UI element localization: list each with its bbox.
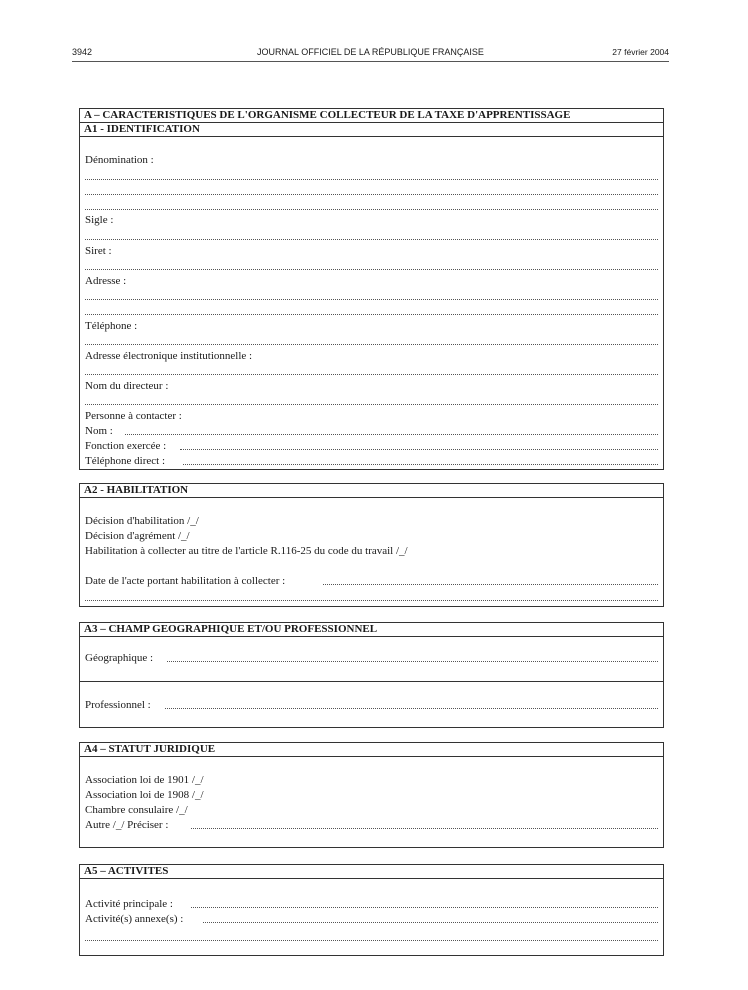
- section-a1-title: A1 - IDENTIFICATION: [80, 123, 663, 137]
- denomination-line-3[interactable]: [85, 209, 658, 210]
- page-header: [72, 47, 669, 62]
- directeur-label: Nom du directeur :: [85, 380, 169, 392]
- section-a4-title: A4 – STATUT JURIDIQUE: [80, 743, 663, 757]
- activite-principale-label: Activité principale :: [85, 898, 173, 910]
- activite-principale-line[interactable]: [191, 907, 658, 908]
- professionnel-label: Professionnel :: [85, 699, 151, 711]
- adresse-line-2[interactable]: [85, 314, 658, 315]
- professionnel-row: [85, 698, 658, 712]
- adresse-line-1[interactable]: [85, 299, 658, 300]
- activites-annexes-label: Activité(s) annexe(s) :: [85, 913, 184, 925]
- section-a2-box: [79, 483, 664, 607]
- professionnel-line[interactable]: [165, 708, 658, 709]
- geographique-label: Géographique :: [85, 652, 154, 664]
- decision-habilitation-option[interactable]: Décision d'habilitation /_/: [85, 515, 199, 527]
- telephone-line[interactable]: [85, 344, 658, 345]
- contact-fonction-label: Fonction exercée :: [85, 440, 167, 452]
- adresse-label: Adresse :: [85, 275, 127, 287]
- date-acte-label: Date de l'acte portant habilitation à collecter :: [85, 575, 286, 587]
- siret-label: Siret :: [85, 245, 112, 257]
- denomination-line-2[interactable]: [85, 194, 658, 195]
- sigle-line[interactable]: [85, 239, 658, 240]
- telephone-label: Téléphone :: [85, 320, 138, 332]
- siret-line[interactable]: [85, 269, 658, 270]
- a3-separator: [80, 681, 663, 682]
- contact-nom-line[interactable]: [125, 434, 658, 435]
- activites-annexes-row: [85, 912, 658, 926]
- chambre-consulaire-option[interactable]: Chambre consulaire /_/: [85, 804, 188, 816]
- denomination-line-1[interactable]: [85, 179, 658, 180]
- geographique-row: [85, 651, 658, 665]
- activite-principale-row: [85, 897, 658, 911]
- section-a3-box: [79, 622, 664, 728]
- activites-annexes-line[interactable]: [203, 922, 658, 923]
- sigle-label: Sigle :: [85, 214, 114, 226]
- date-acte-row: [85, 574, 658, 588]
- publication-date: 27 février 2004: [612, 47, 669, 57]
- email-line[interactable]: [85, 374, 658, 375]
- contact-tel-line[interactable]: [183, 464, 658, 465]
- decision-agrement-option[interactable]: Décision d'agrément /_/: [85, 530, 190, 542]
- association-1908-option[interactable]: Association loi de 1908 /_/: [85, 789, 204, 801]
- email-label: Adresse électronique institutionnelle :: [85, 350, 253, 362]
- contact-nom-label: Nom :: [85, 425, 113, 437]
- date-acte-line[interactable]: [323, 584, 658, 585]
- journal-title: JOURNAL OFFICIEL DE LA RÉPUBLIQUE FRANÇAISE: [257, 47, 484, 57]
- activites-extra-line[interactable]: [85, 940, 658, 941]
- section-a-title: A – CARACTERISTIQUES DE L'ORGANISME COLLECTEUR DE LA TAXE D'APPRENTISSAGE: [80, 109, 663, 123]
- contact-fonction-line[interactable]: [180, 449, 658, 450]
- contact-label: Personne à contacter :: [85, 410, 182, 422]
- autre-option[interactable]: Autre /_/ Préciser :: [85, 819, 169, 831]
- page-number: 3942: [72, 47, 93, 57]
- a2-bottom-line: [85, 600, 658, 601]
- habilitation-article-option[interactable]: Habilitation à collecter au titre de l'article R.116-25 du code du travail /_/: [85, 545, 408, 557]
- denomination-label: Dénomination :: [85, 154, 154, 166]
- contact-tel-row: [85, 454, 658, 468]
- section-a3-title: A3 – CHAMP GEOGRAPHIQUE ET/OU PROFESSIONNEL: [80, 623, 663, 637]
- section-a5-title: A5 – ACTIVITES: [80, 865, 663, 879]
- section-a1-box: [79, 108, 664, 470]
- section-a5-box: [79, 864, 664, 956]
- contact-tel-label: Téléphone direct :: [85, 455, 166, 467]
- directeur-line[interactable]: [85, 404, 658, 405]
- section-a2-title: A2 - HABILITATION: [80, 484, 663, 498]
- autre-row: [85, 818, 658, 832]
- section-a4-box: [79, 742, 664, 848]
- contact-nom-row: [85, 424, 658, 438]
- geographique-line[interactable]: [167, 661, 658, 662]
- association-1901-option[interactable]: Association loi de 1901 /_/: [85, 774, 204, 786]
- autre-preciser-line[interactable]: [191, 828, 658, 829]
- contact-fonction-row: [85, 439, 658, 453]
